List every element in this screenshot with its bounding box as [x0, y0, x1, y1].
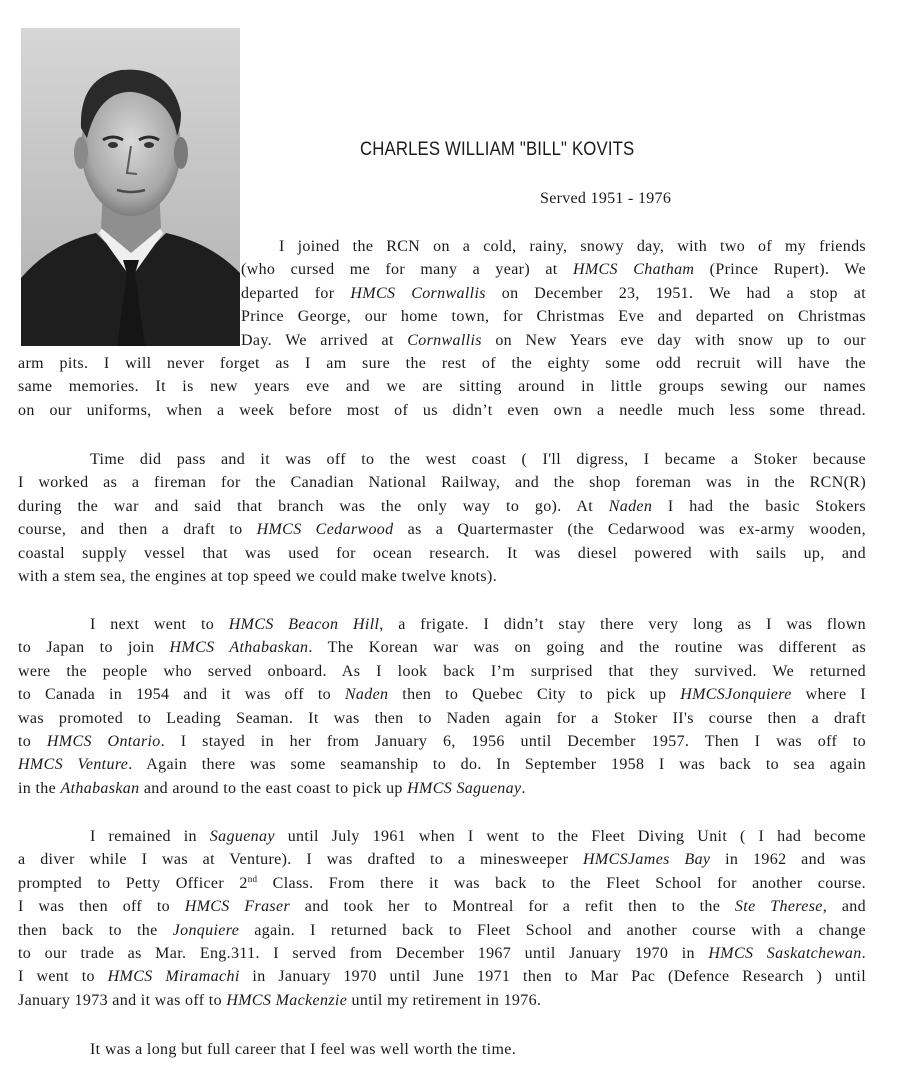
paragraph-5: It was a long but full career that I feel was well worth the time. [90, 1041, 517, 1058]
page-title: CHARLES WILLIAM "BILL" KOVITS [360, 139, 635, 160]
service-dates: Served 1951 - 1976 [540, 190, 672, 207]
paragraph-4: I remained in Saguenay until July 1961 when I went to the Fleet Diving Unit ( I had become a diver while I was at Venture). I was drafted to a minesweeper HMCSJames Bay in 1962 and was prompted to Petty Officer 2nd Class. From there it was back to the Fleet School for another course. I was then off to HMCS Fraser and took her to Montreal for a refit then to the Ste Therese, and then back to the Jonquiere again. I returned back to Fleet School and another course with a change to our trade as Mar. Eng.311. I served from December 1967 until January 1970 in HMCS Saskatchewan. I went to HMCS Miramachi in January 1970 until June 1971 then to Mar Pac (Defence Research ) until January 1973 and it was off to HMCS Mackenzie until my retirement in 1976. [18, 828, 866, 1009]
portrait-photo [21, 28, 240, 346]
paragraph-3: I next went to HMCS Beacon Hill, a frigate. I didn’t stay there very long as I was flown to Japan to join HMCS Athabaskan. The Korean war was on going and the routine was different as were the people who served onboard. As I look back I’m surprised that they survived. We returned to Canada in 1954 and it was off to Naden then to Quebec City to pick up HMCSJonquiere where I was promoted to Leading Seaman. It was then to Naden again for a Stoker II's course then a draft to HMCS Ontario. I stayed in her from January 6, 1956 until December 1957. Then I was off to HMCS Venture. Again there was some seamanship to do. In September 1958 I was back to sea again in the Athabaskan and around to the east coast to pick up HMCS Saguenay. [18, 616, 867, 797]
paragraph-2: Time did pass and it was off to the west coast ( I'll digress, I became a Stoker because I worked as a fireman for the Canadian National Railway, and the shop foreman was in the RCN(R) during the war and said that branch was the only way to go). At Naden I had the basic Stokers course, and then a draft to HMCS Cedarwood as a Quartermaster (the Cedarwood was ex-army wooden, coastal supply vessel that was used for ocean research. It was diesel powered with sails up, and with a stem sea, the engines at top speed we could make twelve knots). [18, 451, 866, 586]
paragraph-1-intro: I joined the RCN on a cold, rainy, snowy day, with two of my friends (who cursed me for many a year) at HMCS Chatham (Prince Rupert). We departed for HMCS Cornwallis on December 23, 1951. We had a stop at Prince George, our home town, for Christmas Eve and departed on Christmas Day. We arrived at Cornwallis on New Years eve day with snow up to our [241, 238, 867, 349]
paragraph-1-continued: arm pits. I will never forget as I am sure the rest of the eighty some odd recruit will have the same memories. It is new years eve and we are sitting around in little groups sewing our names on our uniforms, when a week before most of us didn’t even own a needle much less some thread. [18, 355, 866, 419]
